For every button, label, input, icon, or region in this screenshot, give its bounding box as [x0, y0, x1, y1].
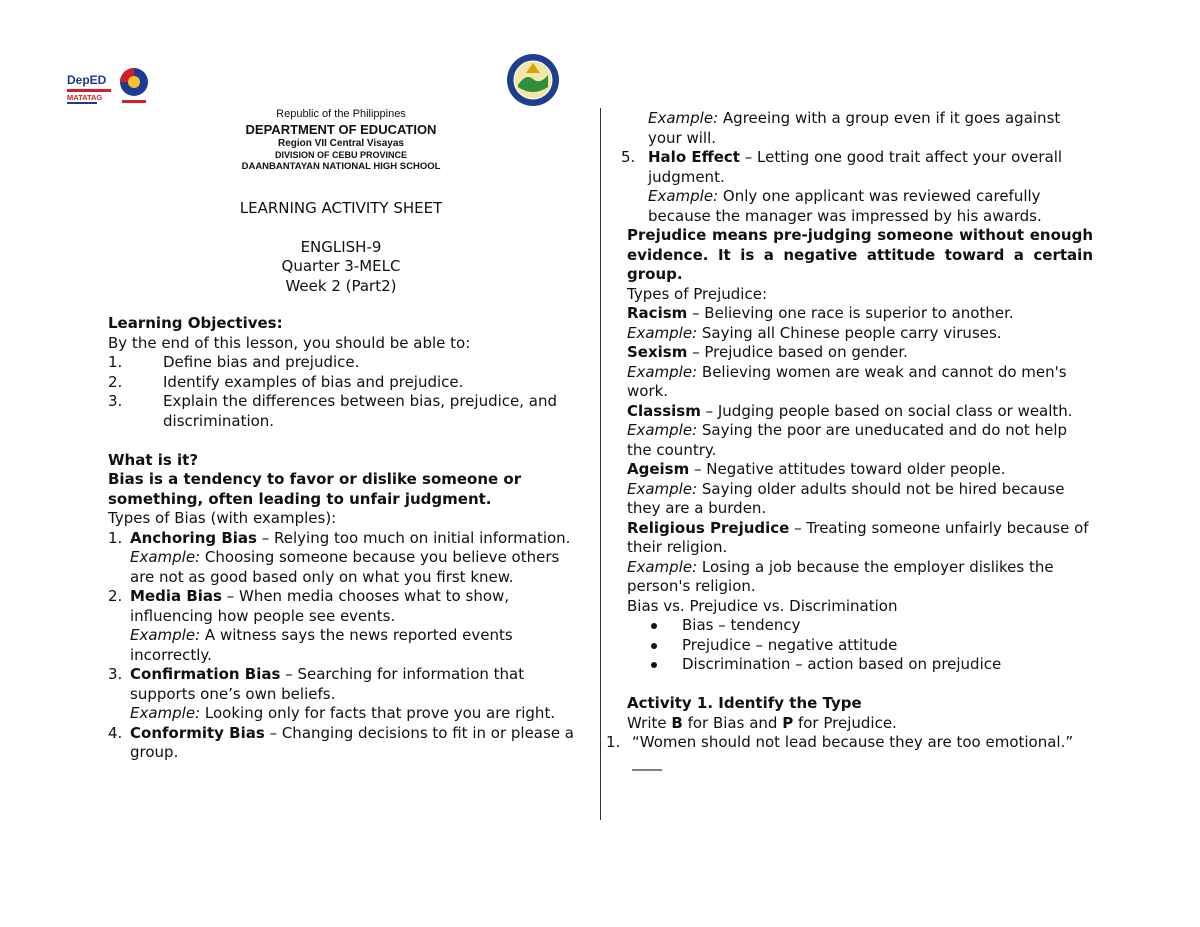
deped-logo-text: DepED — [67, 73, 107, 87]
bias-types-list — [108, 529, 578, 763]
objectives-intro: By the end of this lesson, you should be able to: — [108, 333, 471, 352]
bias-types-label: Types of Bias (with examples): — [108, 509, 337, 527]
objectives-heading: Learning Objectives: — [108, 314, 283, 332]
list-item: 1. Anchoring Bias – Relying too much on initial information. Example: Choosing someone because you believe others are not as good based only on what you first knew. — [108, 528, 571, 586]
bagong-pilipinas-logo — [116, 66, 152, 106]
list-item: Discrimination – action based on prejudice — [627, 655, 1093, 675]
prejudice-type: Sexism – Prejudice based on gender. Example: Believing women are weak and cannot do men's work. — [627, 343, 1067, 400]
prejudice-type: Ageism – Negative attitudes toward older people. Example: Saying older adults should not be hired because they are a burden. — [627, 460, 1065, 517]
bias-definition: Bias is a tendency to favor or dislike someone or something, often leading to unfair judgment. — [108, 470, 522, 508]
list-item: 2. Media Bias – When media chooses what to show, influencing how people see events. Example: A witness says the news reported events incorrectly. — [108, 587, 513, 664]
bullet-icon — [651, 662, 657, 668]
region-name: Region VII Central Visayas — [278, 138, 404, 149]
list-item: Bias – tendency — [627, 616, 1093, 636]
what-heading: What is it? — [108, 450, 199, 469]
prejudice-type: Classism – Judging people based on social class or wealth. Example: Saying the poor are uneducated and do not help the country. — [627, 401, 1073, 459]
list-item: 3. Confirmation Bias – Searching for information that supports one’s own beliefs. Example: Looking only for facts that prove you are right. — [108, 665, 556, 722]
deped-logo-subtext: MATATAG — [67, 93, 103, 102]
bullet-icon — [651, 643, 657, 649]
school-seal-icon — [506, 53, 560, 107]
comparison-heading: Bias vs. Prejudice vs. Discrimination — [627, 596, 898, 615]
bullet-icon — [651, 623, 657, 629]
list-item: 4. Conformity Bias – Changing decisions to fit in or please a group. — [108, 723, 575, 761]
subject-title: ENGLISH-9 — [300, 238, 382, 256]
list-item: Prejudice – negative attitude — [627, 636, 1093, 656]
week-title: Week 2 (Part2) — [285, 277, 397, 295]
activity-heading: Activity 1. Identify the Type — [627, 694, 862, 712]
list-item: 2. Identify examples of bias and prejudice. — [108, 372, 464, 391]
division-name: DIVISION OF CEBU PROVINCE — [274, 150, 408, 160]
republic-line: Republic of the Philippines — [276, 108, 406, 120]
school-name: DAANBANTAYAN NATIONAL HIGH SCHOOL — [241, 161, 441, 172]
list-item: 3. Explain the differences between bias, prejudice, and discrimination. — [108, 392, 557, 430]
activity-question: 1. “Women should not lead because they are too emotional.” ____ — [606, 733, 1074, 771]
objectives-list — [108, 353, 578, 431]
left-column — [108, 314, 578, 763]
prejudice-types-label: Types of Prejudice: — [627, 284, 768, 303]
right-column — [606, 109, 1093, 772]
prejudice-type: Racism – Believing one race is superior to another. Example: Saying all Chinese people carry viruses. — [627, 304, 1014, 342]
column-divider — [600, 108, 601, 820]
prejudice-type: Religious Prejudice – Treating someone unfairly because of their religion. Example: Losing a job because the employer dislikes the person's religion. — [627, 518, 1089, 595]
activity-instructions: Write B for Bias and P for Prejudice. — [627, 713, 897, 732]
list-item: 1. Define bias and prejudice. — [108, 353, 360, 371]
prejudice-definition: Prejudice means pre-judging someone without enough evidence. It is a negative attitude toward a certain group. — [627, 226, 1093, 283]
list-item: 5. Halo Effect – Letting one good trait affect your overall judgment. Example: Only one applicant was reviewed carefully because the manager was impressed by his awards. — [621, 148, 1063, 225]
quarter-title: Quarter 3-MELC — [281, 257, 401, 275]
sheet-title: LEARNING ACTIVITY SHEET — [239, 199, 443, 217]
department-name: DEPARTMENT OF EDUCATION — [245, 122, 437, 137]
deped-logo — [67, 70, 111, 106]
conformity-example: Example: Agreeing with a group even if it goes against your will. — [648, 109, 1061, 147]
